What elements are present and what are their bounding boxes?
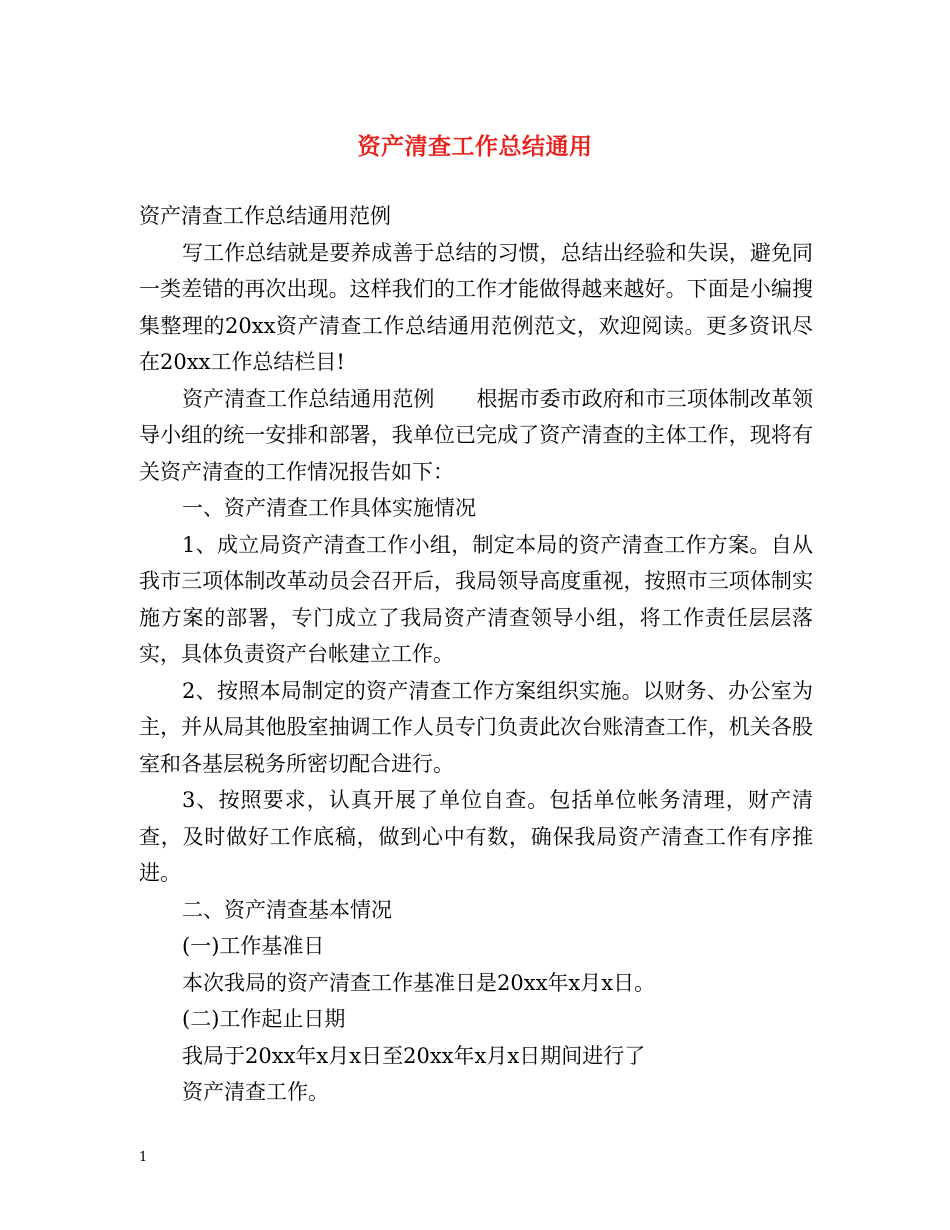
section2-heading: 二、资产清查基本情况 — [182, 897, 392, 922]
sub2-text-line2: 资产清查工作。 — [182, 1080, 329, 1104]
item2-paragraph: 2、按照本局制定的资产清查工作方案组织实施。以财务、办公室为主，并从局其他股室抽调工作人员专门负责此次台账清查工作，机关各股室和各基层税务所密切配合进行。 — [139, 678, 813, 776]
lead-text: 根据市委市政府和市三项体制改革领导小组的统一安排和部署，我单位已完成了资产清查的主体工作，现将有关资产清查的工作情况报告如下： — [139, 386, 814, 484]
sub1-heading: (一)工作基准日 — [182, 934, 325, 958]
page-number: 1 — [139, 1150, 148, 1165]
intro-paragraph: 写工作总结就是要养成善于总结的习惯，总结出经验和失误，避免同一类差错的再次出现。这样我们的工作才能做得越来越好。下面是小编搜集整理的20xx资产清查工作总结通用范例范文，欢迎阅读。更多资讯尽在20xx工作总结栏目! — [139, 240, 813, 374]
item3-paragraph: 3、按照要求，认真开展了单位自查。包括单位帐务清理，财产清查，及时做好工作底稿，做到心中有数，确保我局资产清查工作有序推进。 — [139, 788, 813, 885]
sub1-text: 本次我局的资产清查工作基准日是20xx年x月x日。 — [182, 970, 656, 995]
document-title: 资产清查工作总结通用 — [357, 133, 593, 160]
document-body — [139, 198, 813, 1111]
section1-heading: 一、资产清查工作具体实施情况 — [182, 496, 476, 520]
sub2-heading: (二)工作起止日期 — [182, 1007, 346, 1031]
item1-paragraph: 1、成立局资产清查工作小组，制定本局的资产清查工作方案。自从我市三项体制改革动员会召开后，我局领导高度重视，按照市三项体制实施方案的部署，专门成立了我局资产清查领导小组，将工作责任层层落实，具体负责资产台帐建立工作。 — [139, 532, 813, 666]
sub2-text-line1: 我局于20xx年x月x日至20xx年x月x日期间进行了 — [182, 1043, 646, 1068]
lead-label: 资产清查工作总结通用范例 — [182, 386, 435, 411]
subtitle: 资产清查工作总结通用范例 — [139, 204, 391, 228]
lead-paragraph — [139, 381, 813, 491]
